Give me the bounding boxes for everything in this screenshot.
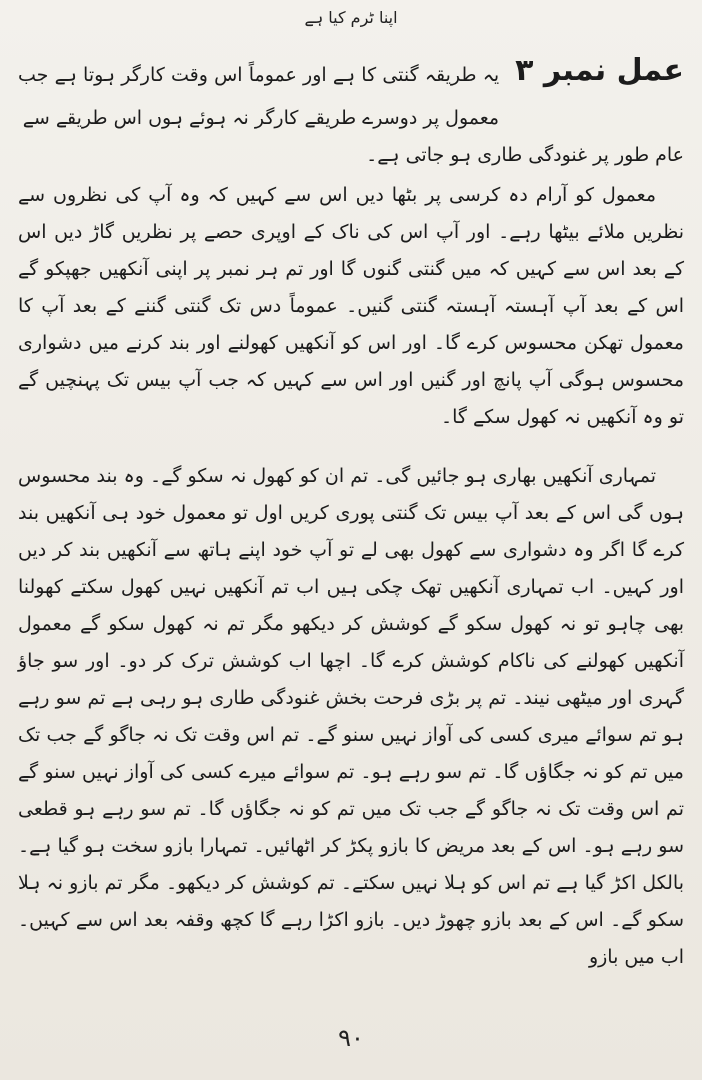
section-intro: یہ طریقہ گنتی کا ہے اور عموماً اس وقت کارگر ہوتا ہے جب معمول پر دوسرے طریقے کارگر نہ ہوئے ہوں اس طریقے سے: [18, 64, 500, 129]
section-heading-row: [18, 54, 684, 140]
section-intro-continued: عام طور پر غنودگی طاری ہو جاتی ہے۔: [366, 144, 684, 166]
page-number: ۹۰: [338, 1024, 364, 1052]
paragraph-1: معمول کو آرام دہ کرسی پر بٹھا دیں اس سے کہیں کہ وہ آپ کی نظروں سے نظریں ملائے بیٹھا رہے۔ اور آپ اس کی ناک کے اوپری حصے پر نظریں گاڑ دیں اس کے بعد اس سے کہیں کہ میں گنتی گنوں گا اور تم ہر نمبر پر اپنی آنکھیں جھپکو گے اس کے بعد آپ آہستہ آہستہ گنتی گنیں۔ عموماً دس تک گنتی گننے کے بعد آپ کا معمول تھکن محسوس کرے گا۔ اور اس کو آنکھیں کھولنے اور بند کرنے میں دشواری محسوس ہوگی آپ پانچ اور گنیں اور اس سے کہیں کہ جب آپ بیس تک پہنچیں گے تو وہ آنکھیں نہ کھول سکے گا۔: [18, 184, 684, 428]
section-title: عمل نمبر ۳: [515, 53, 684, 88]
running-header: اپنا ٹرم کیا ہے: [304, 8, 398, 27]
paragraph-2: تمہاری آنکھیں بھاری ہو جائیں گی۔ تم ان کو کھول نہ سکو گے۔ وہ بند محسوس ہوں گی اس کے بعد آپ بیس تک گنتی پوری کریں اول تو معمول خود ہی آنکھیں بند کرے گا اگر وہ دشواری سے کھول بھی لے تو آپ خود اپنے ہاتھ سے آنکھیں بند کر دیں اور کہیں۔ اب تمہاری آنکھیں تھک چکی ہیں اب تم آنکھیں نہیں کھول سکتے کھولنا بھی چاہو تو نہ کھول سکو گے کوشش کر دیکھو مگر تم نہ کھول سکو گے معمول آنکھیں کھولنے کی ناکام کوشش کرے گا۔ اچھا اب کوشش ترک کر دو۔ اور سو جاؤ گہری اور میٹھی نیند۔ تم پر بڑی فرحت بخش غنودگی طاری ہو رہی ہے تم سو رہے ہو تم سوائے میری کسی کی آواز نہیں سنو گے۔ تم اس وقت تک نہ جاگو گے جب تک میں تم کو نہ جگاؤں گا۔ تم سو رہے ہو۔ تم سوائے میرے کسی کی آواز نہیں سنو گے تم اس وقت تک نہ جاگو گے جب تک میں تم کو نہ جگاؤں گا۔ تم سو رہے ہو قطعی سو رہے ہو۔ اس کے بعد مریض کا بازو پکڑ کر اٹھائیں۔ تمہارا بازو سخت ہو گیا ہے۔ بالکل اکڑ گیا ہے تم اس کو ہلا نہیں سکتے۔ تم کوشش کر دیکھو۔ مگر تم بازو نہ ہلا سکو گے۔ اس کے بعد بازو چھوڑ دیں۔ بازو اکڑا رہے گا کچھ وقفہ بعد اس سے کہیں۔ اب میں بازو: [18, 465, 684, 968]
page-text: [18, 44, 684, 998]
